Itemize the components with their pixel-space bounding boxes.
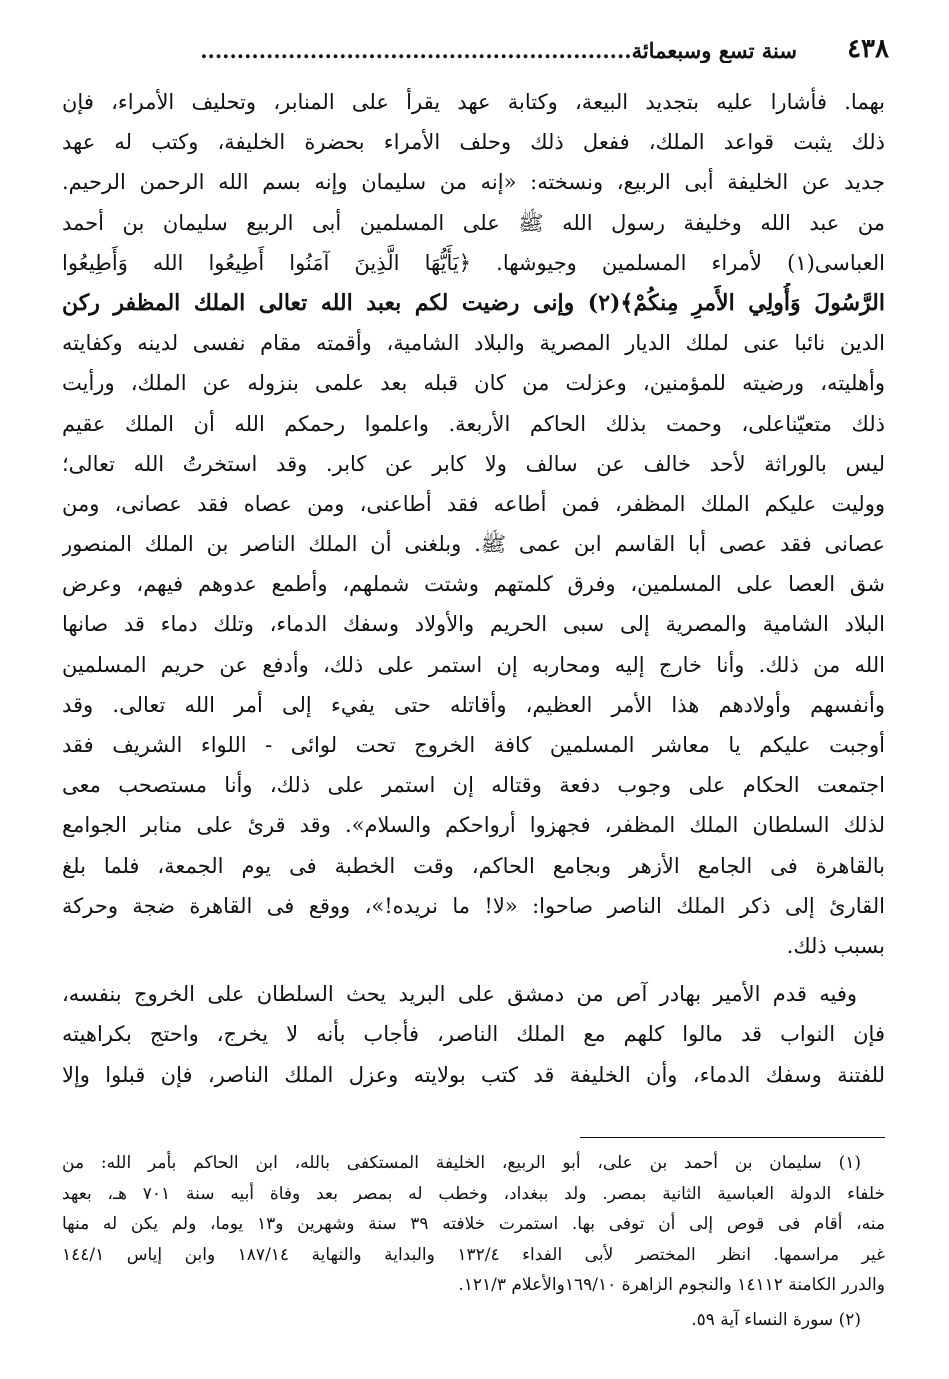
text-line: ذلك متعيّناعلى، وحمت بذلك الحاكم الأربعة. واعلموا رحمكم الله أن الملك عقيم xyxy=(62,411,885,436)
text-line: عصانى فقد عصى أبا القاسم ابن عمى ﷺ. وبلغنى أن الملك الناصر بن الملك المنصور xyxy=(62,532,885,557)
text-line: للفتنة وسفك الدماء، وأن الخليفة قد كتب بولايته وعزل الملك الناصر، فإن قبلوا وإلا xyxy=(62,1062,885,1087)
quran-verse-line: الرَّسُولَ وَأُولِي الأَمرِ مِنكُمْ﴾(٢) وإنى رضيت لكم بعبد الله تعالى الملك المظفر ركن xyxy=(62,289,885,316)
text-line: الدين نائبا عنى لملك الديار المصرية والبلاد الشامية، وأقمته مقام نفسى لدينه وكفايته xyxy=(62,331,885,356)
footnotes xyxy=(62,1148,885,1335)
page-number: ٤٣٨ xyxy=(847,34,889,64)
text-line: شق العصا على المسلمين، وفرق كلمتهم وشتت شملهم، وأطمع عدوهم فيهم، وعرض xyxy=(62,572,885,597)
text-line: وفيه قدم الأمير بهادر آص من دمشق على البريد يحث السلطان على الخروج بنفسه، xyxy=(62,982,857,1007)
text-line: ليس بالوراثة لأحد خالف عن سالف ولا كابر عن كابر. وقد استخرتُ الله تعالى؛ xyxy=(62,451,885,476)
text-line: الله من ذلك. وأنا خارج إليه ومحاربه إن استمر على ذلك، وأدفع عن حريم المسلمين xyxy=(62,652,885,677)
text-line: وأهليته، ورضيته للمؤمنين، وعزلت من كان قبله بعد علمى بنزوله عن الملك، ورأيت xyxy=(62,371,885,396)
text-line: وأنفسهم وأولادهم هذا الأمر العظيم، وأقاتله حتى يفيء إلى أمر الله تعالى. وقد xyxy=(62,692,885,717)
text-line: جديد عن الخليفة أبى الربيع، ونسخته: «إنه من سليمان وإنه بسم الله الرحمن الرحيم. xyxy=(62,170,885,195)
text-line: القارئ إلى ذكر الملك الناصر صاحوا: «لا! ما نريده!»، ووقع فى القاهرة ضجة وحركة xyxy=(62,893,885,918)
text-line: بالقاهرة فى الجامع الأزهر وبجامع الحاكم، وقت الخطبة فى يوم الجمعة، فلما بلغ xyxy=(62,853,885,878)
footnote-line: والدرر الكامنة ١٤١١٢ والنجوم الزاهرة ١٦٩/١٠والأعلام ١٢١/٣. xyxy=(458,1275,885,1295)
text-line: ووليت عليكم الملك المظفر، فمن أطاعه فقد أطاعنى، ومن عصاه فقد عصانى، ومن xyxy=(62,491,885,516)
text-line: ذلك يثبت قواعد الملك، ففعل ذلك وحلف الأمراء بحضرة الخليفة، وكتب له عهد xyxy=(62,130,885,155)
text-line: اجتمعت الحكام على وجوب دفعة وقتاله إن استمر على ذلك، وأنا مستصحب معى xyxy=(62,773,885,798)
footnote-2: (٢) سورة النساء آية ٥٩. xyxy=(691,1309,861,1330)
text-line: البلاد الشامية والمصرية إلى سبى الحريم والأولاد وسفك الدماء، وتلك دماء قد صانها xyxy=(62,612,885,637)
text-line: العباسى(١) لأمراء المسلمين وجيوشها. ﴿يَأَيُّهَا الَّذِينَ آمَنُوا أَطِيعُوا الله وَأَطِيعُوا xyxy=(62,250,885,275)
text-line: بهما. فأشارا عليه بتجديد البيعة، وكتابة عهد يقرأ على المنابر، وتحليف الأمراء، فإن xyxy=(62,90,885,114)
paragraph-gap xyxy=(62,966,885,974)
page-header xyxy=(62,30,889,70)
footnote-1 xyxy=(62,1148,885,1301)
text-line: بسبب ذلك. xyxy=(786,933,885,958)
footnote-line: (١) سليمان بن أحمد بن على، أبو الربيع، الخليفة المستكفى بالله، ابن الحاكم بأمر الله: من xyxy=(62,1153,861,1173)
text-line: من عبد الله وخليفة رسول الله ﷺ على المسلمين أبى الربيع سليمان بن أحمد xyxy=(62,210,885,235)
footnote-line: غير مراسمها. انظر المختصر لأبى الفداء ١٣٢/٤ والبداية والنهاية ١٨٧/١٤ وابن إياس ١٤٤/١ xyxy=(62,1244,885,1265)
paragraph-2 xyxy=(62,974,885,1095)
text-line: أوجبت عليكم يا معاشر المسلمين كافة الخروج تحت لوائى - اللواء الشريف فقد xyxy=(62,733,885,757)
main-text xyxy=(62,82,885,1095)
text-line: فإن النواب قد مالوا كلهم مع الملك الناصر، فأجاب بأنه لا يخرج، واحتج بكراهيته xyxy=(62,1022,885,1047)
footnote-line: منه، أقام فى قوص إلى أن توفى بها. استمرت خلافته ٣٩ سنة وشهرين و١٣ يوما، ولم يكن له منها xyxy=(62,1214,885,1234)
paragraph-1 xyxy=(62,82,885,966)
running-title: سنة تسع وسبعمائة........................................................... xyxy=(200,38,797,63)
footnote-line: خلفاء الدولة العباسية الثانية بمصر. ولد ببغداد، وخطب له بمصر بعد وفاة أبيه سنة ٧٠١ هـ، بعهد xyxy=(62,1183,885,1204)
footnote-divider xyxy=(580,1137,885,1138)
text-line: لذلك السلطان الملك المظفر، فجهزوا أرواحكم والسلام». وقد قرئ على منابر الجوامع xyxy=(62,813,885,838)
